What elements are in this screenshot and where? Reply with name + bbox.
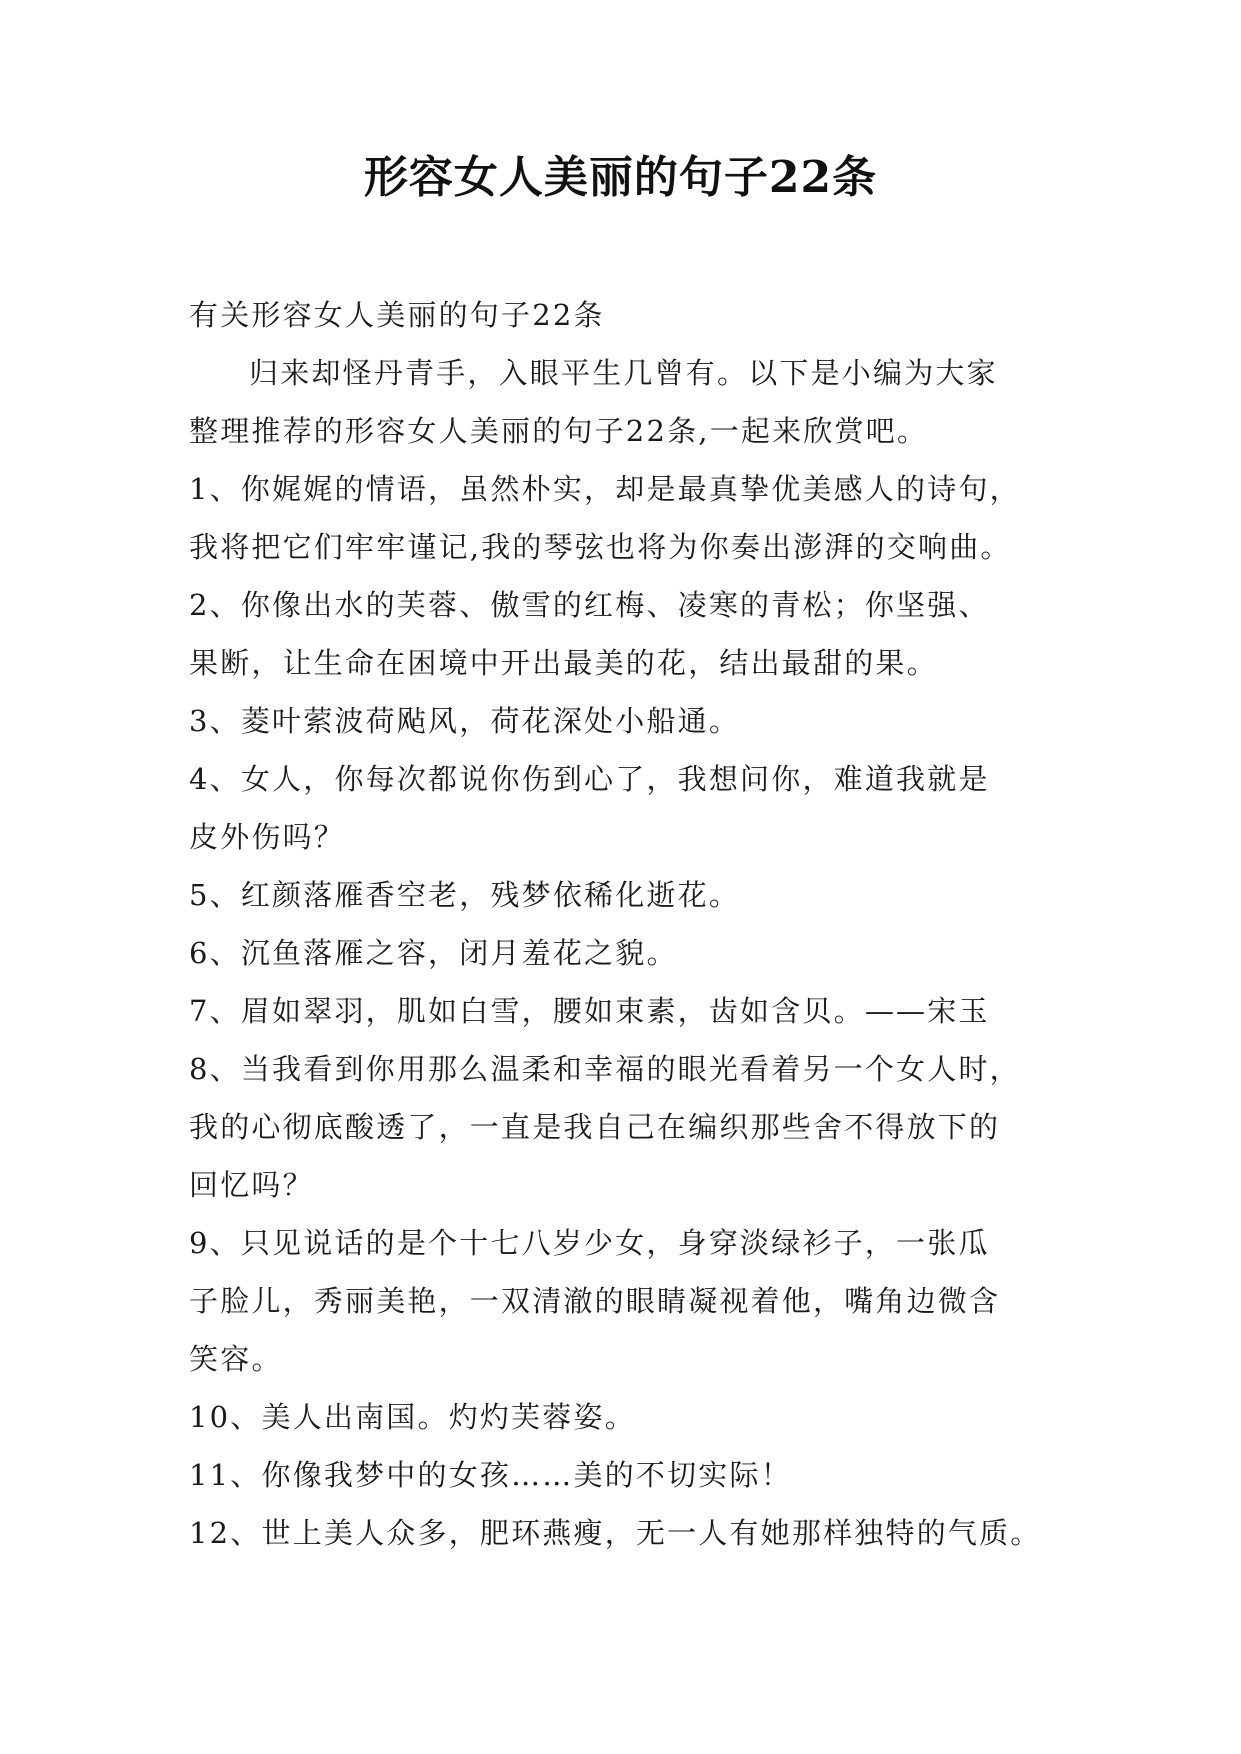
item-line: 6、沉鱼落雁之容，闭月羞花之貌。	[189, 936, 678, 970]
intro-line: 整理推荐的形容女人美丽的句子22条,一起来欣赏吧。	[189, 414, 929, 448]
item-11	[189, 1446, 1059, 1504]
intro-line: 归来却怪丹青手，入眼平生几曾有。以下是小编为大家	[249, 356, 998, 390]
item-line: 10、美人出南国。灼灼芙蓉姿。	[189, 1400, 636, 1434]
subtitle: 有关形容女人美丽的句子22条	[189, 298, 605, 332]
item-10	[189, 1388, 1059, 1446]
item-1	[189, 460, 1059, 576]
item-4	[189, 750, 1059, 866]
item-line: 5、红颜落雁香空老，残梦依稀化逝花。	[189, 878, 741, 912]
item-9	[189, 1214, 1059, 1388]
item-line: 3、菱叶萦波荷飐风，荷花深处小船通。	[189, 704, 741, 738]
intro-paragraph	[189, 344, 1059, 460]
item-7	[189, 982, 1059, 1040]
document-title: 形容女人美丽的句子22条	[363, 152, 878, 203]
item-line: 4、女人，你每次都说你伤到心了，我想问你，难道我就是	[189, 762, 990, 796]
item-line: 12、世上美人众多，肥环燕瘦，无一人有她那样独特的气质。	[189, 1516, 1042, 1550]
item-12	[189, 1504, 1059, 1562]
item-8	[189, 1040, 1059, 1214]
item-line: 果断，让生命在困境中开出最美的花，结出最甜的果。	[189, 646, 938, 680]
item-line: 8、当我看到你用那么温柔和幸福的眼光看着另一个女人时，	[189, 1052, 1021, 1086]
item-line: 回忆吗？	[189, 1168, 314, 1202]
item-5	[189, 866, 1059, 924]
item-line: 2、你像出水的芙蓉、傲雪的红梅、凌寒的青松；你坚强、	[189, 588, 990, 622]
item-6	[189, 924, 1059, 982]
item-line: 1、你娓娓的情语，虽然朴实，却是最真挚优美感人的诗句，	[189, 472, 1021, 506]
item-line: 我将把它们牢牢谨记,我的琴弦也将为你奏出澎湃的交响曲。	[189, 530, 1012, 564]
item-line: 11、你像我梦中的女孩……美的不切实际！	[189, 1458, 792, 1492]
item-line: 笑容。	[189, 1342, 283, 1376]
item-line: 子脸儿，秀丽美艳，一双清澈的眼睛凝视着他，嘴角边微含	[189, 1284, 1001, 1318]
item-2	[189, 576, 1059, 692]
item-line: 9、只见说话的是个十七八岁少女，身穿淡绿衫子，一张瓜	[189, 1226, 990, 1260]
item-line: 皮外伤吗？	[189, 820, 346, 854]
item-3	[189, 692, 1059, 750]
item-line: 7、眉如翠羽，肌如白雪，腰如束素，齿如含贝。——宋玉	[189, 994, 990, 1028]
item-line: 我的心彻底酸透了，一直是我自己在编织那些舍不得放下的	[189, 1110, 1001, 1144]
document-body	[189, 286, 1059, 1562]
